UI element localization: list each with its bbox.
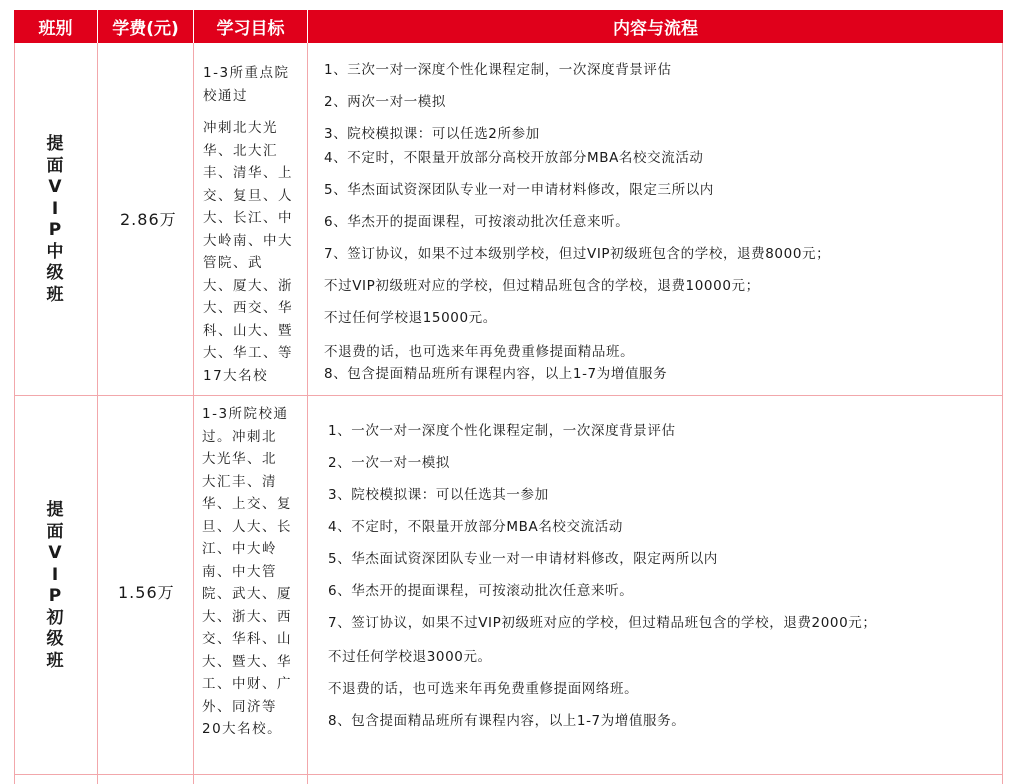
goal-line: 院、武大、厦	[202, 586, 292, 602]
goal-line: 大光华、北	[202, 451, 277, 467]
goal-line: 大、华工、等	[203, 345, 293, 361]
goal-line: 南、中大管	[202, 563, 277, 580]
class-char: 级	[46, 263, 64, 283]
content-line: 1、三次一对一深度个性化课程定制，一次深度背景评估	[324, 62, 672, 78]
grid-line	[193, 43, 194, 784]
goal-line: 校通过	[203, 87, 248, 104]
class-char: 班	[46, 284, 64, 305]
content-line: 4、不定时，不限量开放部分MBA名校交流活动	[328, 519, 623, 535]
goal-line	[203, 107, 293, 117]
grid-line	[1002, 43, 1003, 784]
goal-line: 旦、人大、长	[202, 518, 292, 535]
goal-line: 大汇丰、清	[202, 473, 277, 490]
goal-line: 大岭南、中大	[203, 232, 293, 249]
fee-value: 1.56万	[118, 583, 175, 602]
content-line: 2、两次一对一模拟	[324, 94, 446, 110]
class-char: 提	[46, 134, 64, 154]
header-class: 班别	[14, 10, 97, 43]
goal-text	[202, 403, 292, 741]
grid-line	[97, 43, 98, 784]
goal-line: 17大名校	[203, 367, 269, 384]
class-char: 初	[46, 607, 64, 628]
goal-line: 大、暨大、华	[202, 653, 292, 670]
class-char: 面	[46, 155, 64, 176]
goal-line: 过。冲刺北	[202, 428, 277, 445]
content-line: 6、华杰开的提面课程，可按滚动批次任意来听。	[328, 583, 634, 599]
goal-text	[203, 62, 293, 387]
content-line: 不过任何学校退15000元。	[324, 310, 497, 326]
goal-line: 大、西交、华	[203, 300, 293, 316]
content-line: 5、华杰面试资深团队专业一对一申请材料修改，限定两所以内	[328, 551, 718, 567]
grid-line	[14, 774, 1003, 775]
goal-line: 华、北大汇	[203, 142, 278, 159]
class-char: 中	[46, 241, 64, 262]
header-fee: 学费(元)	[98, 10, 193, 43]
class-char: I	[51, 198, 59, 219]
grid-line	[14, 395, 1003, 396]
content-line: 不退费的话，也可选来年再免费重修提面精品班。	[324, 344, 635, 360]
content-line: 8、包含提面精品班所有课程内容，以上1-7为增值服务。	[328, 713, 686, 729]
class-char: 面	[46, 521, 64, 542]
goal-line: 工、中财、广	[202, 676, 292, 692]
content-line: 6、华杰开的提面课程，可按滚动批次任意来听。	[324, 214, 630, 230]
goal-line: 科、山大、暨	[203, 322, 293, 339]
grid-line	[14, 43, 15, 784]
goal-line: 1-3所院校通	[202, 406, 289, 422]
content-line: 2、一次一对一模拟	[328, 455, 450, 471]
goal-line: 大、厦大、浙	[203, 277, 293, 294]
goal-line: 交、复旦、人	[203, 187, 293, 204]
content-line: 5、华杰面试资深团队专业一对一申请材料修改，限定三所以内	[324, 182, 714, 198]
goal-line: 外、同济等	[202, 698, 277, 715]
goal-line: 江、中大岭	[202, 541, 277, 557]
class-char: I	[51, 564, 59, 585]
class-char: P	[48, 220, 62, 240]
header-content: 内容与流程	[308, 10, 1003, 43]
content-line: 7、签订协议，如果不过VIP初级班对应的学校，但过精品班包含的学校，退费2000元；	[328, 615, 877, 631]
content-line: 7、签订协议，如果不过本级别学校，但过VIP初级班包含的学校，退费8000元；	[324, 246, 831, 262]
content-line: 不过VIP初级班对应的学校，但过精品班包含的学校，退费10000元；	[324, 278, 760, 294]
content-line: 8、包含提面精品班所有课程内容，以上1-7为增值服务	[324, 366, 668, 382]
goal-line: 1-3所重点院	[203, 65, 290, 81]
class-char: 班	[46, 650, 64, 671]
class-char: 级	[46, 629, 64, 649]
content-line: 1、一次一对一深度个性化课程定制，一次深度背景评估	[328, 423, 676, 439]
content-line: 不过任何学校退3000元。	[328, 649, 492, 665]
goal-line: 丰、清华、上	[203, 165, 293, 181]
fee-value: 2.86万	[120, 210, 177, 229]
content-line: 4、不定时，不限量开放部分高校开放部分MBA名校交流活动	[324, 150, 704, 166]
goal-line: 大、长江、中	[203, 210, 293, 226]
class-name-vip-basic	[45, 500, 65, 672]
header-goal: 学习目标	[194, 10, 307, 43]
goal-line: 20大名校。	[202, 721, 283, 737]
class-name-vip-intermediate	[45, 134, 65, 306]
grid-line	[307, 43, 308, 784]
goal-line: 大、浙大、西	[202, 608, 292, 625]
class-char: P	[48, 586, 62, 606]
goal-line: 管院、武	[203, 255, 263, 271]
goal-line: 冲刺北大光	[203, 120, 278, 136]
class-char: V	[48, 177, 62, 197]
class-char: 提	[46, 500, 64, 520]
content-line: 3、院校模拟课：可以任选2所参加	[324, 126, 540, 142]
class-char: V	[48, 543, 62, 563]
content-line: 3、院校模拟课：可以任选其一参加	[328, 487, 549, 503]
goal-line: 华、上交、复	[202, 496, 292, 512]
goal-line: 交、华科、山	[202, 631, 292, 647]
content-line: 不退费的话，也可选来年再免费重修提面网络班。	[328, 681, 639, 697]
